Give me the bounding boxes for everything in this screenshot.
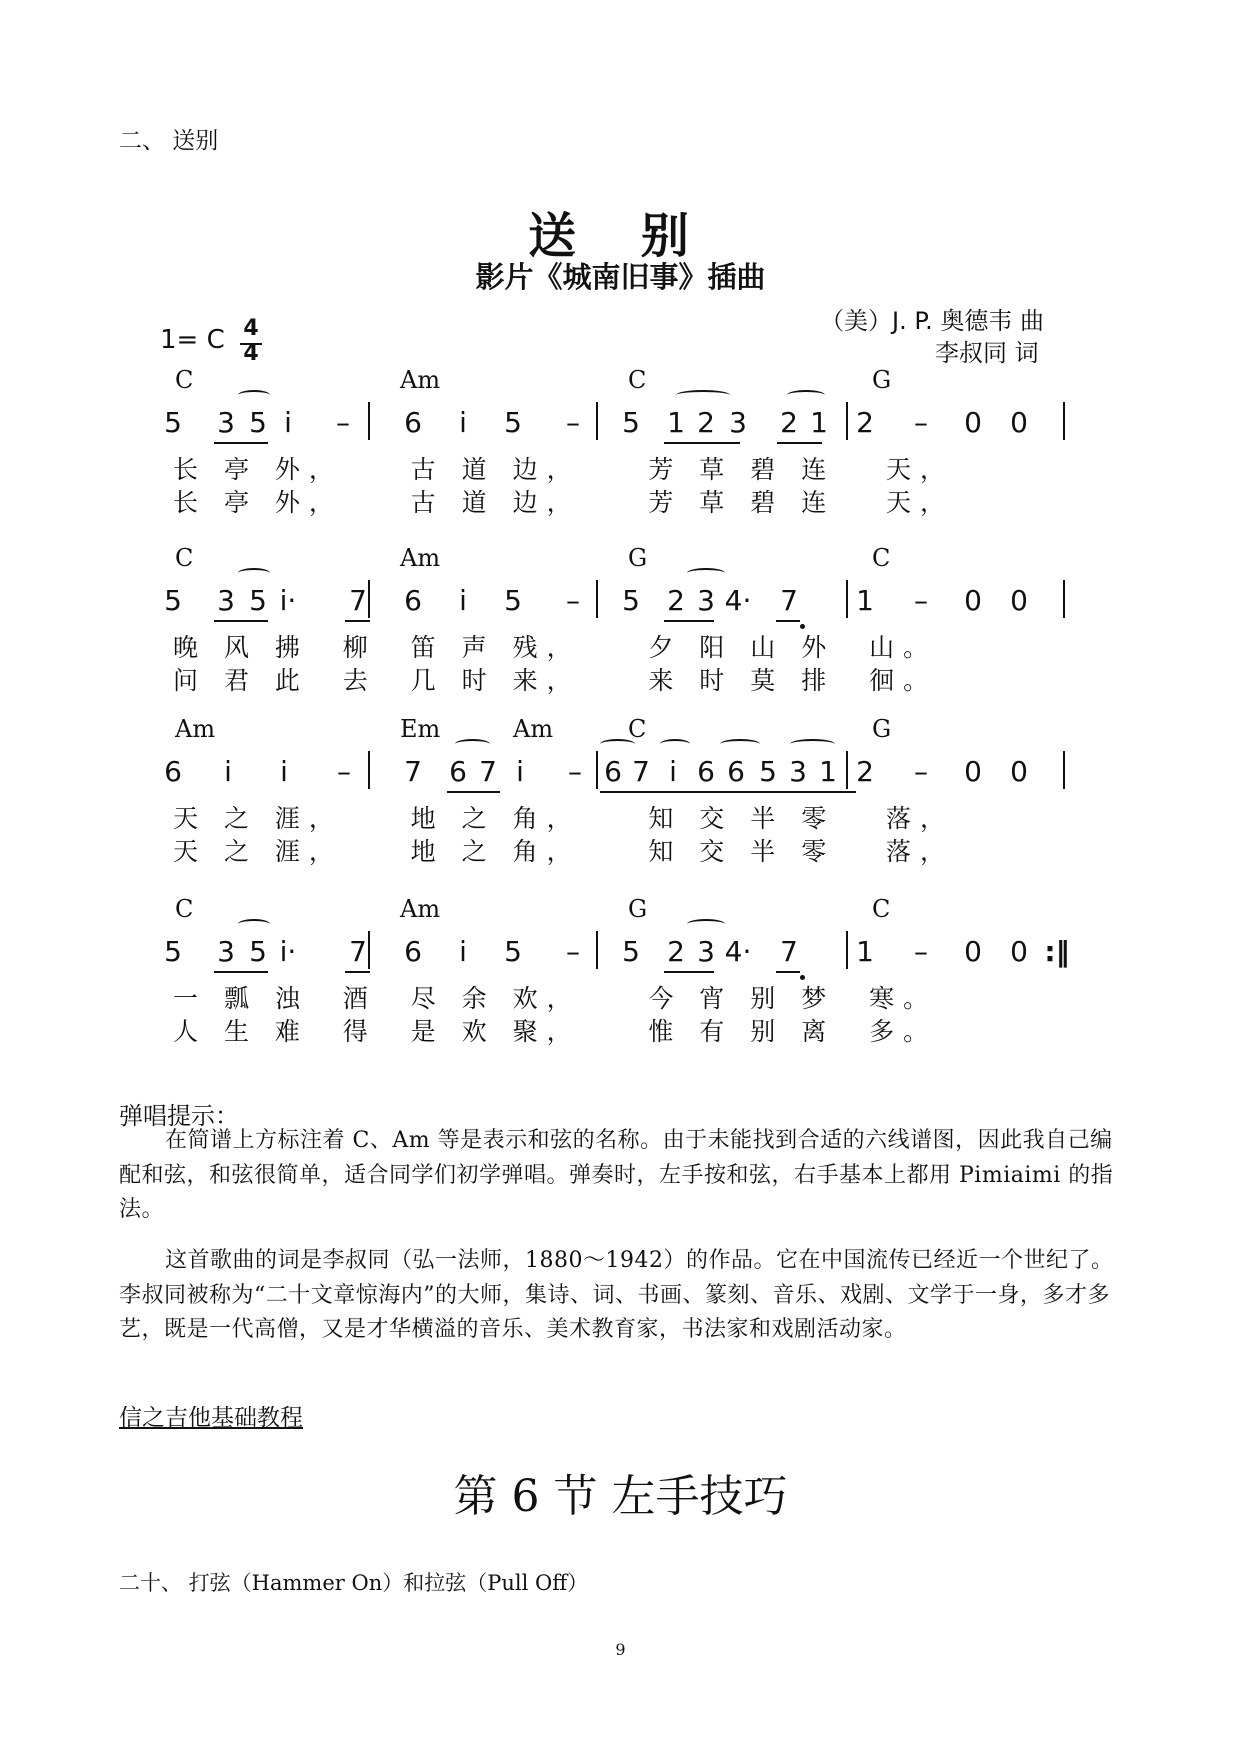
lyric-line: 天 之 涯， 地 之 角， 知 交 半 零 落， (173, 804, 955, 833)
note: 1 (819, 755, 837, 788)
slur (687, 568, 725, 578)
bar-line (1063, 580, 1065, 618)
slur (238, 568, 270, 578)
tutorial-link[interactable]: 信之吉他基础教程 (119, 1405, 303, 1431)
note: 3 (697, 935, 715, 968)
note: 7 (780, 584, 798, 617)
beam-underline (447, 791, 500, 793)
time-signature-bottom: 4 (243, 341, 259, 366)
note: 5 (759, 755, 777, 788)
section-heading: 二、 送别 (119, 128, 219, 154)
lyric-line: 长 亭 外， 古 道 边， 芳 草 碧 连 天， (173, 455, 955, 484)
note: 7 (479, 755, 497, 788)
note: – (914, 755, 928, 788)
note: 0 (964, 755, 982, 788)
note: 3 (217, 584, 235, 617)
note: 2 (856, 755, 874, 788)
chord-label: G (872, 715, 892, 743)
chord-label: C (872, 895, 891, 923)
note: i (224, 755, 232, 788)
bar-line (368, 931, 370, 969)
slur (787, 390, 825, 400)
lyricist-credit: 李叔同 词 (935, 339, 1039, 367)
beam-underline (214, 442, 268, 444)
chord-label: Em (400, 715, 441, 743)
beam-underline (345, 971, 370, 973)
note-row (0, 755, 1241, 795)
chord-label: G (872, 366, 892, 394)
note: 4· (724, 935, 752, 968)
song-title: 送 别 (528, 208, 713, 264)
slur (660, 739, 690, 749)
chord-label: C (628, 715, 647, 743)
note: i (459, 406, 467, 439)
song-subtitle: 影片《城南旧事》插曲 (475, 260, 766, 294)
repeat-sign: :‖ (1044, 935, 1070, 968)
note: 7 (349, 584, 367, 617)
note: 3 (217, 935, 235, 968)
lyric-line: 长 亭 外， 古 道 边， 芳 草 碧 连 天， (173, 488, 955, 517)
slur (720, 739, 760, 749)
note: 5 (504, 406, 522, 439)
note: i (459, 935, 467, 968)
note: i (284, 406, 292, 439)
note: 5 (249, 935, 267, 968)
note: 0 (1010, 406, 1028, 439)
note: 2 (856, 406, 874, 439)
chord-label: Am (513, 715, 554, 743)
beam-underline (776, 971, 800, 973)
slur (676, 390, 730, 400)
page-number: 9 (615, 1640, 626, 1659)
note-row (0, 406, 1241, 446)
chord-label: Am (400, 895, 441, 923)
beam-underline (345, 620, 370, 622)
bar-line (596, 931, 598, 969)
note: 2 (780, 406, 798, 439)
note-row (0, 584, 1241, 624)
composer-credit: （美）J. P. 奥德韦 曲 (820, 307, 1044, 335)
note: 2 (667, 935, 685, 968)
lyric-line: 人 生 难 得 是 欢 聚， 惟 有 别 离 多。 (173, 1017, 938, 1046)
chord-label: Am (175, 715, 216, 743)
chord-label: G (628, 895, 648, 923)
note: – (566, 406, 580, 439)
bar-line (846, 931, 848, 969)
chord-label: C (175, 895, 194, 923)
chord-label: C (628, 366, 647, 394)
note: – (914, 584, 928, 617)
lyric-line: 一 瓢 浊 酒 尽 余 欢， 今 宵 别 梦 寒。 (173, 984, 938, 1013)
chord-label: C (175, 366, 194, 394)
bar-line (596, 751, 598, 789)
beam-underline (664, 620, 714, 622)
tips-heading: 弹唱提示： (119, 1102, 239, 1130)
slur (600, 739, 635, 749)
note: 6 (604, 755, 622, 788)
lyric-line: 天 之 涯， 地 之 角， 知 交 半 零 落， (173, 837, 955, 866)
note: 7 (349, 935, 367, 968)
beam-underline (777, 442, 822, 444)
lyric-line: 晚 风 拂 柳 笛 声 残， 夕 阳 山 外 山。 (173, 633, 938, 662)
subsection-heading: 二十、 打弦（Hammer On）和拉弦（Pull Off） (119, 1571, 589, 1595)
tips-paragraph-1: 在简谱上方标注着 C、Am 等是表示和弦的名称。由于未能找到合适的六线谱图，因此我自己编配和弦，和弦很简单，适合同学们初学弹唱。弹奏时，左手按和弦，右手基本上都用 Pimiaimi 的指法。 (119, 1128, 1114, 1222)
slur (238, 390, 270, 400)
note: 0 (964, 935, 982, 968)
note: 5 (249, 406, 267, 439)
note: 1 (856, 935, 874, 968)
note: 6 (449, 755, 467, 788)
note: – (336, 406, 350, 439)
note: – (566, 935, 580, 968)
beam-underline (664, 971, 714, 973)
note: 6 (697, 755, 715, 788)
slur (455, 739, 490, 749)
note: i· (279, 584, 297, 617)
note: 1 (810, 406, 828, 439)
note: i (516, 755, 524, 788)
note: 7 (780, 935, 798, 968)
slur (687, 919, 725, 929)
chord-label: Am (400, 366, 441, 394)
note: 0 (964, 406, 982, 439)
note: 3 (217, 406, 235, 439)
slur (790, 739, 835, 749)
note: 5 (249, 584, 267, 617)
bar-line (596, 580, 598, 618)
note: – (337, 755, 351, 788)
chord-label: C (872, 544, 891, 572)
note: – (566, 584, 580, 617)
note: 6 (727, 755, 745, 788)
note: 5 (164, 935, 182, 968)
note: 0 (1010, 755, 1028, 788)
chord-label: Am (400, 544, 441, 572)
chapter-title: 第 6 节 左手技巧 (453, 1471, 788, 1522)
note: 1 (667, 406, 685, 439)
note: 6 (404, 406, 422, 439)
note: 6 (404, 935, 422, 968)
lyric-line: 问 君 此 去 几 时 来， 来 时 莫 排 徊。 (173, 666, 938, 695)
note: i (280, 755, 288, 788)
beam-underline (776, 620, 800, 622)
note: 0 (1010, 584, 1028, 617)
note: 5 (164, 406, 182, 439)
chord-label: C (175, 544, 194, 572)
note: – (914, 935, 928, 968)
beam-underline (600, 791, 856, 793)
bar-line (846, 751, 848, 789)
note: 5 (504, 935, 522, 968)
note: 2 (697, 406, 715, 439)
note: 5 (622, 584, 640, 617)
bar-line (596, 402, 598, 440)
bar-line (1063, 751, 1065, 789)
bar-line (368, 751, 370, 789)
time-signature-top: 4 (243, 316, 259, 341)
note: 5 (622, 935, 640, 968)
note: 7 (632, 755, 650, 788)
bar-line (368, 402, 370, 440)
note-row (0, 935, 1241, 975)
note: – (914, 406, 928, 439)
beam-underline (214, 620, 268, 622)
note: 6 (404, 584, 422, 617)
note: 2 (667, 584, 685, 617)
note: 6 (164, 755, 182, 788)
note: 5 (504, 584, 522, 617)
note: 4· (724, 584, 752, 617)
key-signature: 1= C (160, 325, 225, 355)
bar-line (846, 402, 848, 440)
note: 3 (697, 584, 715, 617)
note: 1 (856, 584, 874, 617)
chord-label: G (628, 544, 648, 572)
tips-paragraph-2: 这首歌曲的词是李叔同（弘一法师，1880～1942）的作品。它在中国流传已经近一个世纪了。李叔同被称为“二十文章惊海内”的大师，集诗、词、书画、篆刻、音乐、戏剧、文学于一身，多才多艺，既是一代高僧，又是才华横溢的音乐、美术教育家，书法家和戏剧活动家。 (119, 1248, 1114, 1342)
note: i (459, 584, 467, 617)
bar-line (1063, 402, 1065, 440)
note: 3 (789, 755, 807, 788)
bar-line (368, 580, 370, 618)
note: 7 (404, 755, 422, 788)
note: i (669, 755, 677, 788)
note: 5 (622, 406, 640, 439)
slur (238, 919, 270, 929)
note: – (568, 755, 582, 788)
beam-underline (664, 442, 740, 444)
bar-line (846, 580, 848, 618)
note: 0 (964, 584, 982, 617)
note: i· (279, 935, 297, 968)
note: 5 (164, 584, 182, 617)
note: 3 (729, 406, 747, 439)
beam-underline (214, 971, 268, 973)
note: 0 (1010, 935, 1028, 968)
